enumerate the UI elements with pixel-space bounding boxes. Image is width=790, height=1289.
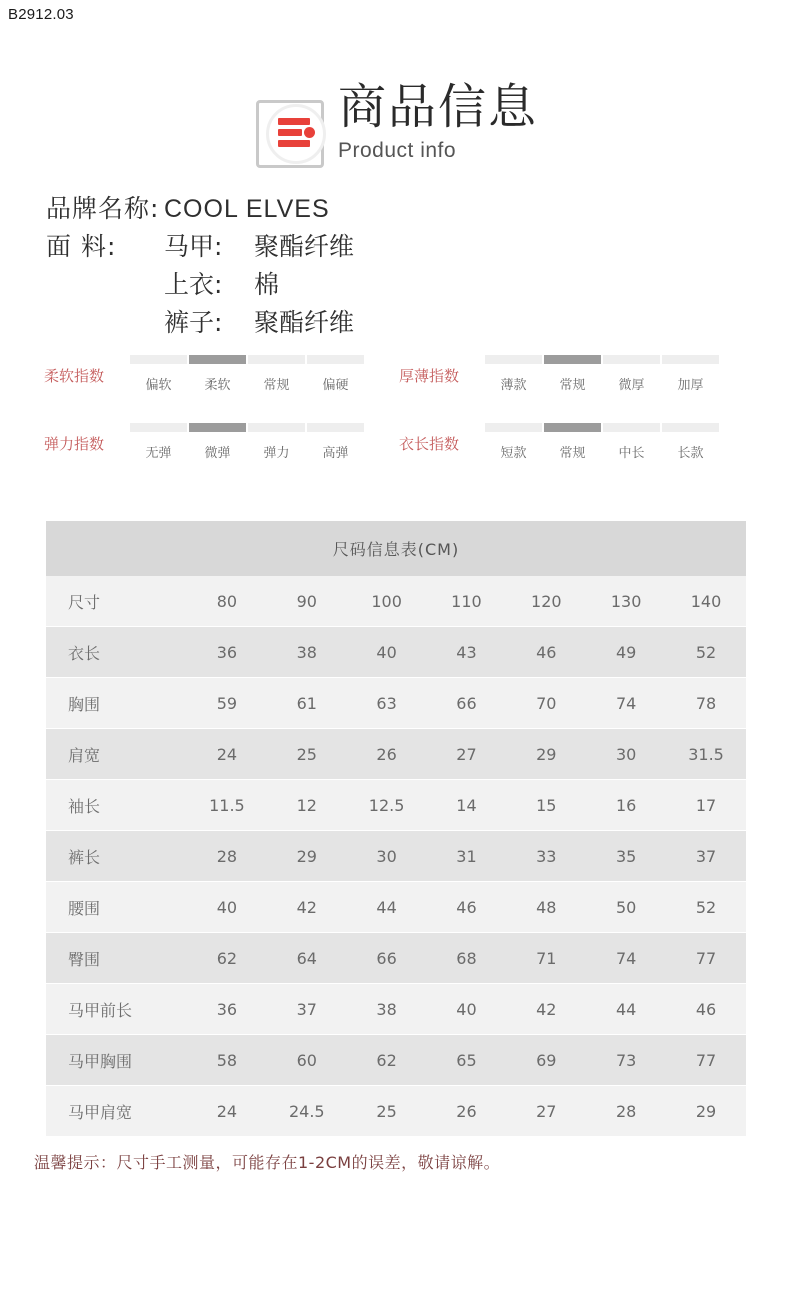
table-cell: 71 <box>506 933 586 984</box>
meter-length <box>399 423 754 461</box>
table-row <box>46 627 746 678</box>
table-cell: 29 <box>267 831 347 882</box>
row-header: 马甲胸围 <box>46 1035 187 1086</box>
table-cell: 28 <box>586 1086 666 1137</box>
product-attributes <box>46 190 746 342</box>
row-header: 臀围 <box>46 933 187 984</box>
table-cell: 26 <box>427 1086 507 1137</box>
circle-logo-icon <box>252 94 328 170</box>
meter-bar <box>130 423 187 432</box>
fabric-label: 面 料: <box>46 232 117 261</box>
table-cell: 14 <box>427 780 507 831</box>
table-cell: 25 <box>347 1086 427 1137</box>
table-cell: 100 <box>347 576 427 627</box>
table-cell: 44 <box>347 882 427 933</box>
meter-bar <box>485 355 542 364</box>
table-cell: 46 <box>666 984 746 1035</box>
fabric-key: 马甲: <box>164 232 223 261</box>
table-cell: 37 <box>666 831 746 882</box>
table-cell: 74 <box>586 933 666 984</box>
meter-label: 常规 <box>559 378 586 393</box>
table-cell: 28 <box>187 831 267 882</box>
table-cell: 66 <box>347 933 427 984</box>
fabric-key: 裤子: <box>164 308 223 337</box>
list-item <box>164 228 354 266</box>
meter-label: 短款 <box>500 446 527 461</box>
table-row <box>46 1035 746 1086</box>
meter-bar <box>603 423 660 432</box>
logo-dot <box>304 127 315 138</box>
table-cell: 27 <box>506 1086 586 1137</box>
meter-title: 柔软指数 <box>44 367 105 385</box>
meter-labels <box>485 374 719 393</box>
list-item <box>164 266 354 304</box>
table-cell: 36 <box>187 627 267 678</box>
meter-label: 高弹 <box>322 446 349 461</box>
meter-bar-active <box>189 355 246 364</box>
size-table-wrap <box>46 521 746 1137</box>
table-cell: 120 <box>506 576 586 627</box>
meter-label: 常规 <box>559 446 586 461</box>
table-cell: 24.5 <box>267 1086 347 1137</box>
table-cell: 110 <box>427 576 507 627</box>
table-cell: 50 <box>586 882 666 933</box>
table-cell: 77 <box>666 1035 746 1086</box>
size-table-caption: 尺码信息表(CM) <box>46 521 746 576</box>
table-cell: 37 <box>267 984 347 1035</box>
meter-scale <box>130 355 364 393</box>
meter-label: 无弹 <box>145 446 172 461</box>
table-cell: 52 <box>666 882 746 933</box>
meter-bar <box>307 423 364 432</box>
size-table <box>46 521 746 1137</box>
meter-thickness <box>399 355 754 393</box>
table-row <box>46 984 746 1035</box>
row-header: 裤长 <box>46 831 187 882</box>
meter-bar <box>603 355 660 364</box>
table-cell: 31.5 <box>666 729 746 780</box>
table-cell: 40 <box>427 984 507 1035</box>
table-cell: 77 <box>666 933 746 984</box>
table-cell: 24 <box>187 729 267 780</box>
meter-bars <box>130 355 364 364</box>
meter-bar <box>248 423 305 432</box>
meter-row-2 <box>44 423 754 461</box>
table-cell: 61 <box>267 678 347 729</box>
meter-label: 偏软 <box>145 378 172 393</box>
row-header: 衣长 <box>46 627 187 678</box>
meter-row-1 <box>44 355 754 393</box>
meter-bars <box>485 423 719 432</box>
table-cell: 42 <box>506 984 586 1035</box>
row-header: 肩宽 <box>46 729 187 780</box>
table-cell: 58 <box>187 1035 267 1086</box>
table-cell: 35 <box>586 831 666 882</box>
table-cell: 49 <box>586 627 666 678</box>
row-header: 马甲前长 <box>46 984 187 1035</box>
meter-title: 弹力指数 <box>44 435 105 453</box>
meter-label: 加厚 <box>677 378 704 393</box>
table-cell: 16 <box>586 780 666 831</box>
meter-bar <box>662 355 719 364</box>
table-cell: 46 <box>506 627 586 678</box>
table-cell: 29 <box>666 1086 746 1137</box>
meter-bar <box>485 423 542 432</box>
index-meters <box>44 355 754 491</box>
row-header: 腰围 <box>46 882 187 933</box>
table-row <box>46 576 746 627</box>
fabric-row <box>46 228 746 342</box>
table-cell: 11.5 <box>187 780 267 831</box>
table-row <box>46 882 746 933</box>
table-row <box>46 678 746 729</box>
meter-label: 偏硬 <box>322 378 349 393</box>
table-cell: 48 <box>506 882 586 933</box>
table-cell: 43 <box>427 627 507 678</box>
table-cell: 52 <box>666 627 746 678</box>
table-cell: 29 <box>506 729 586 780</box>
table-cell: 78 <box>666 678 746 729</box>
meter-label: 弹力 <box>263 446 290 461</box>
table-cell: 69 <box>506 1035 586 1086</box>
table-cell: 24 <box>187 1086 267 1137</box>
table-cell: 64 <box>267 933 347 984</box>
table-cell: 44 <box>586 984 666 1035</box>
table-row <box>46 831 746 882</box>
table-cell: 25 <box>267 729 347 780</box>
logo-bar-bottom <box>278 140 310 147</box>
meter-label: 微弹 <box>204 446 231 461</box>
meter-scale <box>485 355 719 393</box>
table-cell: 27 <box>427 729 507 780</box>
meter-elasticity <box>44 423 399 461</box>
table-row <box>46 933 746 984</box>
meter-bar <box>248 355 305 364</box>
meter-bars <box>485 355 719 364</box>
table-cell: 62 <box>187 933 267 984</box>
table-cell: 40 <box>347 627 427 678</box>
meter-labels <box>130 374 364 393</box>
product-code: B2912.03 <box>8 6 74 23</box>
table-cell: 17 <box>666 780 746 831</box>
table-cell: 73 <box>586 1035 666 1086</box>
table-cell: 12.5 <box>347 780 427 831</box>
meter-title: 衣长指数 <box>399 435 460 453</box>
fabric-value: 聚酯纤维 <box>254 232 355 261</box>
table-row <box>46 1086 746 1137</box>
meter-bar <box>662 423 719 432</box>
measurement-note: 温馨提示：尺寸手工测量，可能存在1-2CM的误差，敬请谅解。 <box>34 1153 501 1172</box>
table-cell: 33 <box>506 831 586 882</box>
fabric-value: 聚酯纤维 <box>254 308 355 337</box>
table-cell: 15 <box>506 780 586 831</box>
table-cell: 65 <box>427 1035 507 1086</box>
table-cell: 90 <box>267 576 347 627</box>
table-cell: 66 <box>427 678 507 729</box>
table-cell: 36 <box>187 984 267 1035</box>
table-cell: 68 <box>427 933 507 984</box>
brand-value: COOL ELVES <box>164 195 330 223</box>
fabric-key: 上衣: <box>164 270 223 299</box>
table-cell: 60 <box>267 1035 347 1086</box>
row-header: 马甲肩宽 <box>46 1086 187 1137</box>
row-header: 袖长 <box>46 780 187 831</box>
list-item <box>164 304 354 342</box>
page-title: 商品信息 <box>337 79 538 135</box>
brand-row <box>46 190 746 228</box>
meter-label: 中长 <box>618 446 645 461</box>
meter-bar <box>307 355 364 364</box>
table-row <box>46 729 746 780</box>
table-cell: 140 <box>666 576 746 627</box>
fabric-value: 棉 <box>254 270 280 299</box>
fabric-list <box>164 228 354 342</box>
table-cell: 40 <box>187 882 267 933</box>
table-cell: 74 <box>586 678 666 729</box>
meter-labels <box>485 442 719 461</box>
meter-label: 薄款 <box>500 378 527 393</box>
brand-label: 品牌名称: <box>46 194 160 223</box>
table-cell: 12 <box>267 780 347 831</box>
meter-softness <box>44 355 399 393</box>
meter-label: 微厚 <box>618 378 645 393</box>
meter-label: 柔软 <box>204 378 231 393</box>
page-header <box>0 78 790 170</box>
meter-bar <box>130 355 187 364</box>
table-cell: 130 <box>586 576 666 627</box>
meter-bar-active <box>544 423 601 432</box>
table-cell: 46 <box>427 882 507 933</box>
table-cell: 63 <box>347 678 427 729</box>
meter-label: 长款 <box>677 446 704 461</box>
title-block <box>338 78 538 164</box>
meter-bar-active <box>189 423 246 432</box>
meter-title: 厚薄指数 <box>399 367 460 385</box>
row-header: 胸围 <box>46 678 187 729</box>
table-row <box>46 780 746 831</box>
table-cell: 31 <box>427 831 507 882</box>
table-cell: 59 <box>187 678 267 729</box>
table-cell: 62 <box>347 1035 427 1086</box>
meter-scale <box>485 423 719 461</box>
table-cell: 42 <box>267 882 347 933</box>
table-cell: 30 <box>586 729 666 780</box>
table-cell: 30 <box>347 831 427 882</box>
page-subtitle: Product info <box>337 139 457 162</box>
meter-labels <box>130 442 364 461</box>
row-header: 尺寸 <box>46 576 187 627</box>
table-cell: 80 <box>187 576 267 627</box>
meter-scale <box>130 423 364 461</box>
table-cell: 70 <box>506 678 586 729</box>
meter-label: 常规 <box>263 378 290 393</box>
logo-bar-middle <box>278 129 302 136</box>
meter-bar-active <box>544 355 601 364</box>
size-table-body <box>46 576 746 1137</box>
logo-bar-top <box>278 118 310 125</box>
table-cell: 38 <box>267 627 347 678</box>
table-cell: 38 <box>347 984 427 1035</box>
meter-bars <box>130 423 364 432</box>
table-cell: 26 <box>347 729 427 780</box>
